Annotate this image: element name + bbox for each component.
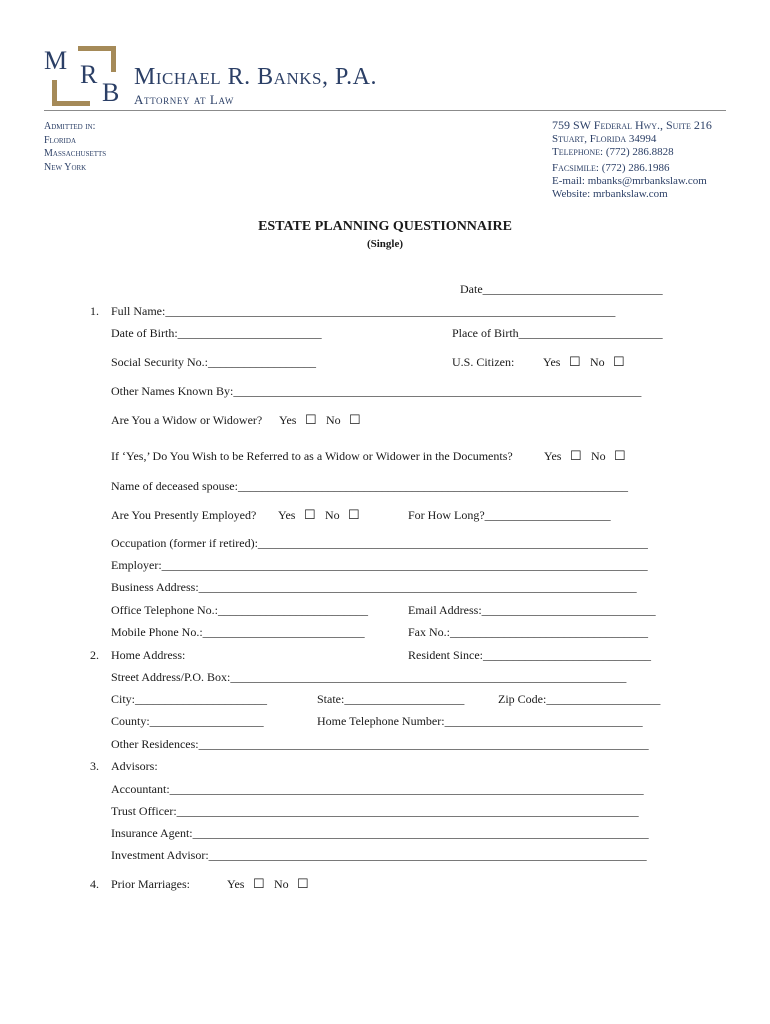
citizen-no-label: No [590, 355, 605, 369]
logo-letter-m: M [44, 46, 68, 75]
section-number: 3. [90, 759, 99, 773]
date-field[interactable]: Date______________________________ [460, 282, 663, 296]
prior-marriages-label: Prior Marriages: [111, 877, 190, 891]
reference-no-label: No [591, 449, 606, 463]
accountant-field[interactable]: Accountant:_______________________________________________________________________________ [111, 782, 644, 796]
address-line-1: 759 SW Federal Hwy., Suite 216 [552, 118, 712, 132]
us-citizen-label: U.S. Citizen: [452, 355, 515, 369]
employed-yes-label: Yes [278, 508, 296, 522]
ssn-field[interactable]: Social Security No.:__________________ [111, 355, 316, 369]
employed-question: Are You Presently Employed? [111, 508, 257, 522]
telephone: Telephone: (772) 286.8828 [552, 146, 674, 158]
state-field[interactable]: State:____________________ [317, 692, 465, 706]
employed-no-label: No [325, 508, 340, 522]
home-telephone-field[interactable]: Home Telephone Number:_________________________________ [317, 714, 643, 728]
home-address-label: Home Address: [111, 648, 186, 662]
marriages-yes-label: Yes [227, 877, 245, 891]
website-link[interactable]: Website: mrbankslaw.com [552, 188, 668, 200]
section-number: 1. [90, 304, 99, 318]
admitted-state: Florida [44, 135, 77, 146]
marriages-no-label: No [274, 877, 289, 891]
place-of-birth-field[interactable]: Place of Birth________________________ [452, 326, 663, 340]
employed-no-checkbox[interactable]: ☐ [348, 507, 360, 522]
reference-yes-checkbox[interactable]: ☐ [570, 448, 582, 463]
resident-since-field[interactable]: Resident Since:____________________________ [408, 648, 651, 662]
business-address-field[interactable]: Business Address:_________________________________________________________________________ [111, 580, 637, 594]
section-number: 4. [90, 877, 99, 891]
occupation-field[interactable]: Occupation (former if retired):_________________________________________________________________ [111, 536, 648, 550]
widow-reference-question: If ‘Yes,’ Do You Wish to be Referred to as a Widow or Widower in the Documents? [111, 449, 513, 463]
form-subtitle: (Single) [366, 238, 404, 250]
widow-no-checkbox[interactable]: ☐ [349, 412, 361, 427]
mobile-phone-field[interactable]: Mobile Phone No.:___________________________ [111, 625, 365, 639]
firm-logo [44, 44, 122, 110]
citizen-no-checkbox[interactable]: ☐ [613, 354, 625, 369]
widow-no-label: No [326, 413, 341, 427]
marriages-yes-checkbox[interactable]: ☐ [253, 876, 265, 891]
admitted-state: New York [44, 162, 87, 173]
zip-code-field[interactable]: Zip Code:___________________ [498, 692, 661, 706]
logo-letter-r: R [80, 60, 98, 89]
facsimile: Facsimile: (772) 286.1986 [552, 162, 670, 174]
admitted-label: Admitted in: [44, 121, 96, 132]
admitted-state: Massachusetts [44, 148, 107, 159]
marriages-no-checkbox[interactable]: ☐ [297, 876, 309, 891]
employer-field[interactable]: Employer:_________________________________________________________________________________ [111, 558, 648, 572]
investment-advisor-field[interactable]: Investment Advisor:_________________________________________________________________________ [111, 848, 647, 862]
form-title: ESTATE PLANNING QUESTIONNAIRE [258, 219, 512, 234]
trust-officer-field[interactable]: Trust Officer:_____________________________________________________________________________ [111, 804, 639, 818]
section-number: 2. [90, 648, 99, 662]
full-name-field[interactable]: Full Name:___________________________________________________________________________ [111, 304, 616, 318]
citizen-yes-label: Yes [543, 355, 561, 369]
header-divider [44, 110, 726, 111]
employed-yes-checkbox[interactable]: ☐ [304, 507, 316, 522]
logo-letter-b: B [102, 78, 120, 107]
fax-field[interactable]: Fax No.:_________________________________ [408, 625, 648, 639]
other-residences-field[interactable]: Other Residences:___________________________________________________________________________ [111, 737, 649, 751]
reference-yes-label: Yes [544, 449, 562, 463]
county-field[interactable]: County:___________________ [111, 714, 264, 728]
firm-name: Michael R. Banks, P.A. [134, 64, 377, 90]
reference-no-checkbox[interactable]: ☐ [614, 448, 626, 463]
email-address-field[interactable]: Email Address:_____________________________ [408, 603, 656, 617]
other-names-field[interactable]: Other Names Known By:____________________________________________________________________ [111, 384, 642, 398]
office-telephone-field[interactable]: Office Telephone No.:_________________________ [111, 603, 369, 617]
citizen-yes-checkbox[interactable]: ☐ [569, 354, 581, 369]
city-field[interactable]: City:______________________ [111, 692, 268, 706]
date-of-birth-field[interactable]: Date of Birth:________________________ [111, 326, 322, 340]
address-line-2: Stuart, Florida 34994 [552, 133, 657, 145]
insurance-agent-field[interactable]: Insurance Agent:____________________________________________________________________________ [111, 826, 649, 840]
widow-yes-label: Yes [279, 413, 297, 427]
advisors-label: Advisors: [111, 759, 158, 773]
deceased-spouse-field[interactable]: Name of deceased spouse:_________________________________________________________________ [111, 479, 628, 493]
how-long-field[interactable]: For How Long?_____________________ [408, 508, 611, 522]
email-link[interactable]: E-mail: mbanks@mrbankslaw.com [552, 175, 707, 187]
widow-yes-checkbox[interactable]: ☐ [305, 412, 317, 427]
street-address-field[interactable]: Street Address/P.O. Box:__________________________________________________________________ [111, 670, 627, 684]
firm-subtitle: Attorney at Law [134, 92, 234, 107]
widow-question: Are You a Widow or Widower? [111, 413, 263, 427]
